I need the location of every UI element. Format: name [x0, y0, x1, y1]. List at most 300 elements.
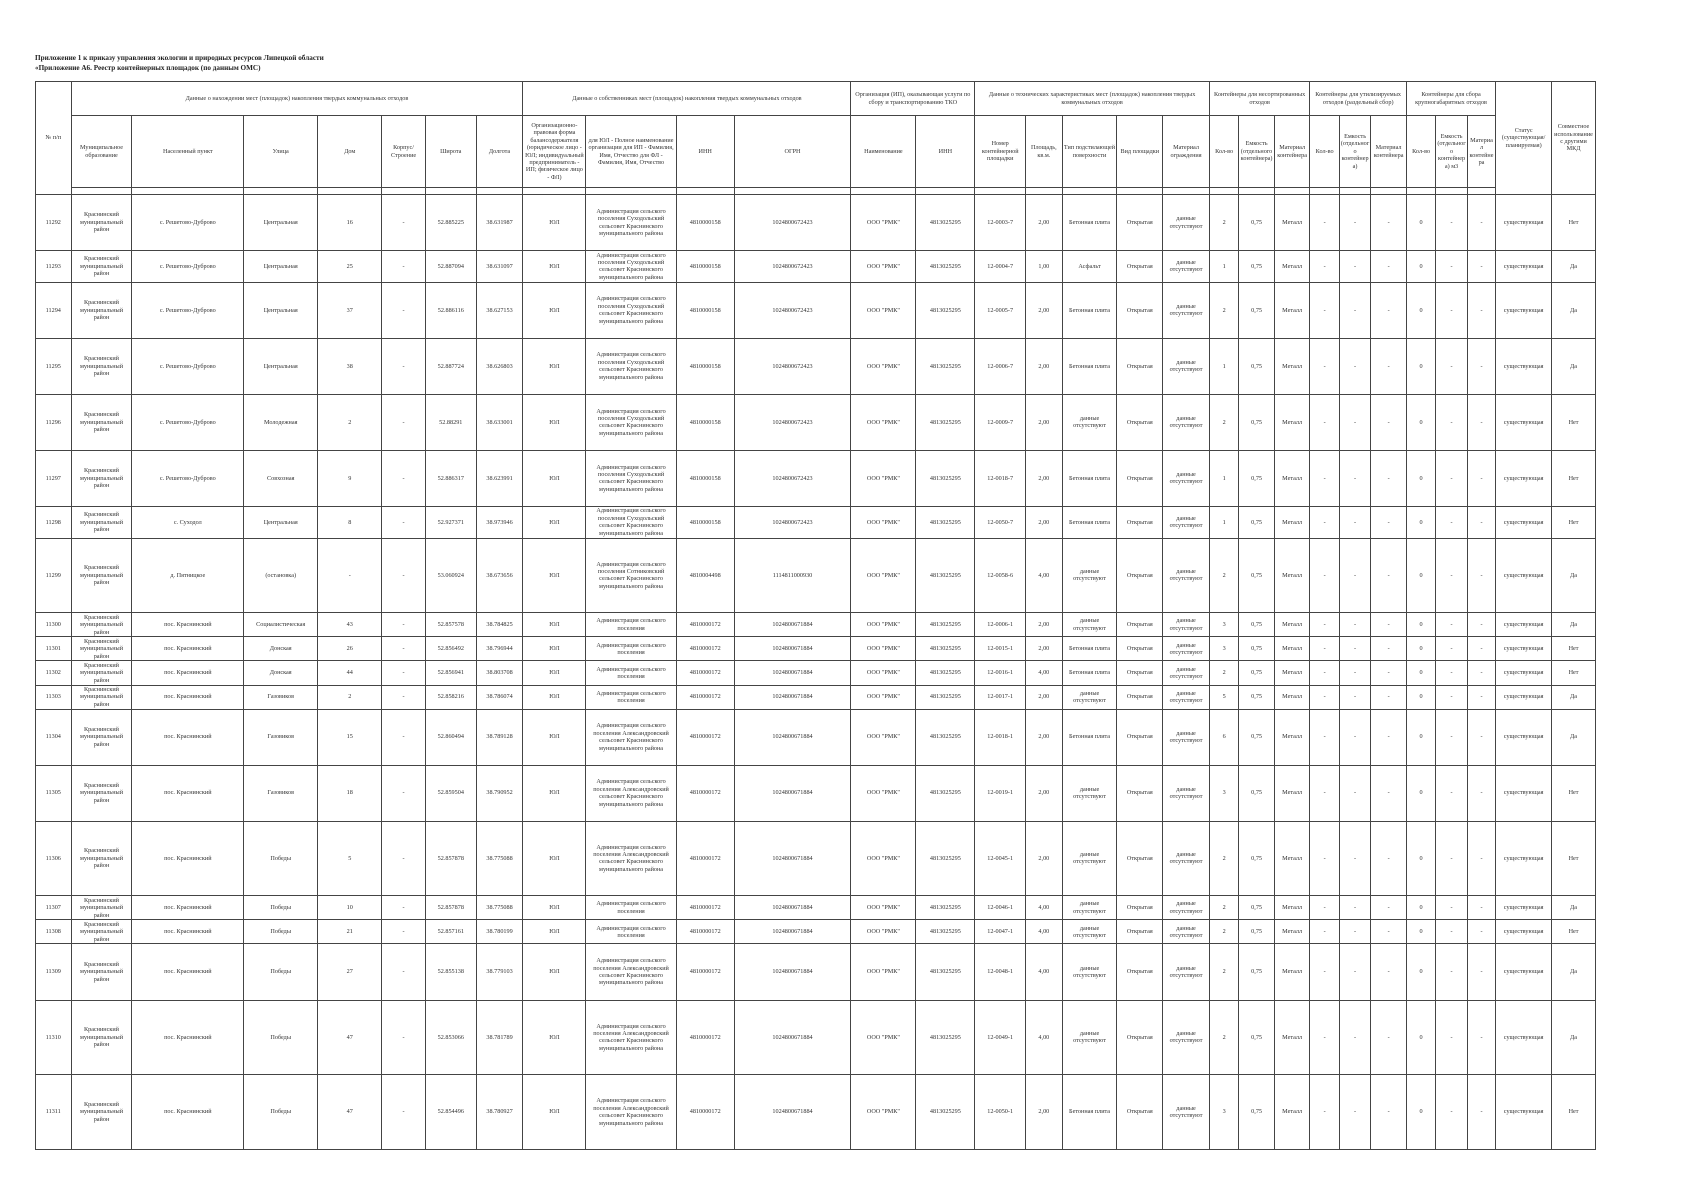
cell-recyclable-material: -: [1371, 920, 1407, 944]
cell-recyclable-material: -: [1371, 944, 1407, 1000]
cell-shared: Да: [1552, 251, 1596, 283]
cell-street: Победы: [244, 920, 318, 944]
cell-recyclable-qty: -: [1310, 506, 1339, 538]
cell-building: -: [382, 821, 426, 896]
cell-unsorted-material: Металл: [1274, 195, 1310, 251]
cell-lon: 38.781789: [476, 1000, 523, 1075]
cell-recyclable-qty: -: [1310, 613, 1339, 637]
cell-inn: 4810000172: [676, 1075, 734, 1150]
cell-legal-form: ЮЛ: [523, 613, 586, 637]
cell-recyclable-material: -: [1371, 613, 1407, 637]
title-line-1: Приложение 1 к приказу управления экологии и природных ресурсов Липецкой области: [35, 54, 324, 62]
cell-recyclable-material: -: [1371, 661, 1407, 685]
cell-inn: 4810000158: [676, 338, 734, 394]
cell-unsorted-volume: 0,75: [1239, 765, 1275, 821]
cell-status: существующая: [1496, 613, 1552, 637]
cell-operator-inn: 4813025295: [916, 538, 975, 613]
cell-recyclable-volume: -: [1339, 1075, 1370, 1150]
cell-unsorted-volume: 0,75: [1239, 506, 1275, 538]
cell-shared: Нет: [1552, 661, 1596, 685]
col-num: № п/п: [36, 82, 72, 195]
cell-recyclable-material: -: [1371, 195, 1407, 251]
cell-building: -: [382, 538, 426, 613]
cell-settlement: с. Решетово-Дуброво: [132, 450, 244, 506]
cell-lon: 38.790952: [476, 765, 523, 821]
col-operator-name: Наименование: [851, 116, 916, 188]
cell-recyclable-qty: -: [1310, 538, 1339, 613]
cell-unsorted-qty: 3: [1209, 765, 1238, 821]
cell-unsorted-qty: 2: [1209, 282, 1238, 338]
cell-area: 4,00: [1026, 661, 1063, 685]
cell-shared: Да: [1552, 896, 1596, 920]
table-row: [36, 896, 1596, 920]
cell-bulky-qty: 0: [1406, 538, 1435, 613]
cell-site-no: 12-0048-1: [975, 944, 1026, 1000]
cell-recyclable-volume: -: [1339, 506, 1370, 538]
cell-operator-inn: 4813025295: [916, 613, 975, 637]
cell-bulky-material: -: [1467, 765, 1495, 821]
cell-lat: 52.856941: [425, 661, 476, 685]
cell-bulky-material: -: [1467, 1075, 1495, 1150]
cell-num: 11293: [36, 251, 72, 283]
cell-unsorted-material: Металл: [1274, 394, 1310, 450]
table-row: [36, 282, 1596, 338]
cell-unsorted-material: Металл: [1274, 637, 1310, 661]
cell-site-no: 12-0005-7: [975, 282, 1026, 338]
cell-recyclable-volume: -: [1339, 282, 1370, 338]
cell-bulky-volume: -: [1436, 896, 1467, 920]
cell-unsorted-material: Металл: [1274, 282, 1310, 338]
cell-building: -: [382, 765, 426, 821]
cell-bulky-volume: -: [1436, 1000, 1467, 1075]
col-street: Улица: [244, 116, 318, 188]
cell-settlement: пос. Краснинский: [132, 613, 244, 637]
cell-bulky-material: -: [1467, 944, 1495, 1000]
cell-owner-name: Администрация сельского поселения Суходольский сельсовет Краснинского муниципального района: [586, 251, 676, 283]
cell-site-type: Открытая: [1117, 821, 1163, 896]
cell-legal-form: ЮЛ: [523, 506, 586, 538]
cell-recyclable-material: -: [1371, 538, 1407, 613]
cell-settlement: пос. Краснинский: [132, 896, 244, 920]
cell-site-no: 12-0009-7: [975, 394, 1026, 450]
cell-recyclable-material: -: [1371, 637, 1407, 661]
cell-shared: Нет: [1552, 821, 1596, 896]
cell-site-no: 12-0049-1: [975, 1000, 1026, 1075]
cell-municipality: Краснинский муниципальный район: [71, 613, 132, 637]
cell-house: 25: [318, 251, 382, 283]
cell-lon: 38.775088: [476, 821, 523, 896]
cell-operator-name: ООО "РМК": [851, 920, 916, 944]
cell-num: 11310: [36, 1000, 72, 1075]
cell-area: 2,00: [1026, 637, 1063, 661]
cell-bulky-qty: 0: [1406, 394, 1435, 450]
cell-status: существующая: [1496, 282, 1552, 338]
cell-fence: данные отсутствуют: [1163, 920, 1210, 944]
cell-owner-name: Администрация сельского поселения Суходольский сельсовет Краснинского муниципального района: [586, 506, 676, 538]
table-row: [36, 538, 1596, 613]
cell-operator-name: ООО "РМК": [851, 338, 916, 394]
cell-lat: 52.857878: [425, 821, 476, 896]
cell-recyclable-qty: -: [1310, 765, 1339, 821]
cell-recyclable-volume: -: [1339, 944, 1370, 1000]
cell-inn: 4810000172: [676, 637, 734, 661]
cell-street: Донская: [244, 637, 318, 661]
cell-inn: 4810000172: [676, 944, 734, 1000]
cell-recyclable-volume: -: [1339, 450, 1370, 506]
cell-bulky-material: -: [1467, 338, 1495, 394]
cell-operator-name: ООО "РМК": [851, 1000, 916, 1075]
cell-bulky-volume: -: [1436, 195, 1467, 251]
cell-fence: данные отсутствуют: [1163, 506, 1210, 538]
cell-operator-inn: 4813025295: [916, 338, 975, 394]
cell-legal-form: ЮЛ: [523, 637, 586, 661]
cell-unsorted-material: Металл: [1274, 338, 1310, 394]
cell-owner-name: Администрация сельского поселения Александровский сельсовет Краснинского муниципального района: [586, 765, 676, 821]
cell-owner-name: Администрация сельского поселения Александровский сельсовет Краснинского муниципального района: [586, 821, 676, 896]
cell-unsorted-volume: 0,75: [1239, 685, 1275, 709]
cell-site-type: Открытая: [1117, 661, 1163, 685]
cell-unsorted-volume: 0,75: [1239, 282, 1275, 338]
cell-unsorted-material: Металл: [1274, 613, 1310, 637]
cell-inn: 4810000172: [676, 821, 734, 896]
cell-recyclable-volume: -: [1339, 251, 1370, 283]
cell-legal-form: ЮЛ: [523, 251, 586, 283]
cell-building: -: [382, 920, 426, 944]
cell-num: 11294: [36, 282, 72, 338]
cell-shared: Нет: [1552, 195, 1596, 251]
header-column-row: [36, 116, 1596, 188]
cell-recyclable-volume: -: [1339, 709, 1370, 765]
cell-fence: данные отсутствуют: [1163, 338, 1210, 394]
cell-unsorted-material: Металл: [1274, 450, 1310, 506]
cell-municipality: Краснинский муниципальный район: [71, 765, 132, 821]
cell-bulky-volume: -: [1436, 538, 1467, 613]
cell-surface: Бетонная плита: [1062, 282, 1117, 338]
cell-ogrn: 1024800672423: [734, 282, 851, 338]
cell-surface: Бетонная плита: [1062, 709, 1117, 765]
table-row: [36, 637, 1596, 661]
cell-owner-name: Администрация сельского поселения Александровский сельсовет Краснинского муниципального района: [586, 944, 676, 1000]
cell-house: 38: [318, 338, 382, 394]
cell-operator-inn: 4813025295: [916, 1075, 975, 1150]
cell-fence: данные отсутствуют: [1163, 661, 1210, 685]
cell-operator-name: ООО "РМК": [851, 195, 916, 251]
cell-settlement: с. Решетово-Дуброво: [132, 282, 244, 338]
cell-surface: данные отсутствуют: [1062, 538, 1117, 613]
cell-municipality: Краснинский муниципальный район: [71, 251, 132, 283]
cell-municipality: Краснинский муниципальный район: [71, 661, 132, 685]
cell-bulky-volume: -: [1436, 944, 1467, 1000]
cell-unsorted-material: Металл: [1274, 1075, 1310, 1150]
cell-unsorted-qty: 2: [1209, 195, 1238, 251]
cell-operator-name: ООО "РМК": [851, 394, 916, 450]
cell-shared: Нет: [1552, 394, 1596, 450]
cell-house: 26: [318, 637, 382, 661]
cell-inn: 4810000172: [676, 920, 734, 944]
cell-ogrn: 1024800671884: [734, 896, 851, 920]
cell-lon: 38.786074: [476, 685, 523, 709]
cell-municipality: Краснинский муниципальный район: [71, 338, 132, 394]
cell-operator-inn: 4813025295: [916, 637, 975, 661]
cell-owner-name: Администрация сельского поселения Суходольский сельсовет Краснинского муниципального района: [586, 394, 676, 450]
cell-bulky-volume: -: [1436, 765, 1467, 821]
cell-operator-name: ООО "РМК": [851, 450, 916, 506]
cell-site-no: 12-0046-1: [975, 896, 1026, 920]
cell-settlement: пос. Краснинский: [132, 637, 244, 661]
cell-street: Победы: [244, 1000, 318, 1075]
cell-bulky-material: -: [1467, 685, 1495, 709]
header-group-row: [36, 82, 1596, 116]
cell-settlement: пос. Краснинский: [132, 661, 244, 685]
cell-settlement: пос. Краснинский: [132, 944, 244, 1000]
cell-legal-form: ЮЛ: [523, 896, 586, 920]
cell-site-no: 12-0015-1: [975, 637, 1026, 661]
cell-unsorted-material: Металл: [1274, 920, 1310, 944]
cell-house: -: [318, 538, 382, 613]
cell-site-no: 12-0016-1: [975, 661, 1026, 685]
cell-inn: 4810000158: [676, 394, 734, 450]
cell-operator-name: ООО "РМК": [851, 765, 916, 821]
cell-area: 2,00: [1026, 821, 1063, 896]
cell-legal-form: ЮЛ: [523, 338, 586, 394]
cell-ogrn: 1024800671884: [734, 685, 851, 709]
cell-owner-name: Администрация сельского поселения: [586, 896, 676, 920]
cell-recyclable-volume: -: [1339, 896, 1370, 920]
cell-operator-name: ООО "РМК": [851, 506, 916, 538]
col-recyclable-volume: Емкость (отдельного контейнера): [1339, 116, 1370, 188]
cell-site-no: 12-0006-1: [975, 613, 1026, 637]
cell-bulky-material: -: [1467, 506, 1495, 538]
cell-shared: Нет: [1552, 1075, 1596, 1150]
cell-fence: данные отсутствуют: [1163, 765, 1210, 821]
col-unsorted-qty: Кол-во: [1209, 116, 1238, 188]
cell-recyclable-qty: -: [1310, 282, 1339, 338]
cell-building: -: [382, 1000, 426, 1075]
cell-unsorted-material: Металл: [1274, 1000, 1310, 1075]
cell-lon: 38.784825: [476, 613, 523, 637]
table-row: [36, 765, 1596, 821]
cell-ogrn: 1024800672423: [734, 450, 851, 506]
cell-shared: Нет: [1552, 450, 1596, 506]
cell-area: 4,00: [1026, 944, 1063, 1000]
cell-lat: 52.887724: [425, 338, 476, 394]
cell-street: Центральная: [244, 506, 318, 538]
cell-unsorted-material: Металл: [1274, 506, 1310, 538]
cell-bulky-volume: -: [1436, 613, 1467, 637]
cell-settlement: пос. Краснинский: [132, 685, 244, 709]
cell-num: 11305: [36, 765, 72, 821]
document-title: [35, 53, 1035, 73]
cell-fence: данные отсутствуют: [1163, 282, 1210, 338]
table-row: [36, 195, 1596, 251]
cell-bulky-qty: 0: [1406, 506, 1435, 538]
cell-recyclable-qty: -: [1310, 821, 1339, 896]
cell-site-type: Открытая: [1117, 1000, 1163, 1075]
cell-inn: 4810000172: [676, 1000, 734, 1075]
cell-surface: Асфальт: [1062, 251, 1117, 283]
cell-lon: 38.633001: [476, 394, 523, 450]
cell-operator-name: ООО "РМК": [851, 538, 916, 613]
cell-inn: 4810000158: [676, 251, 734, 283]
cell-legal-form: ЮЛ: [523, 685, 586, 709]
cell-inn: 4810000172: [676, 613, 734, 637]
cell-operator-inn: 4813025295: [916, 944, 975, 1000]
cell-site-type: Открытая: [1117, 709, 1163, 765]
cell-operator-inn: 4813025295: [916, 394, 975, 450]
cell-settlement: пос. Краснинский: [132, 920, 244, 944]
cell-shared: Нет: [1552, 765, 1596, 821]
cell-unsorted-qty: 3: [1209, 1075, 1238, 1150]
cell-inn: 4810000172: [676, 661, 734, 685]
cell-operator-name: ООО "РМК": [851, 896, 916, 920]
cell-bulky-material: -: [1467, 1000, 1495, 1075]
cell-fence: данные отсутствуют: [1163, 637, 1210, 661]
cell-num: 11298: [36, 506, 72, 538]
cell-settlement: пос. Краснинский: [132, 709, 244, 765]
cell-site-no: 12-0045-1: [975, 821, 1026, 896]
col-site-type: Вид площадки: [1117, 116, 1163, 188]
cell-ogrn: 1024800671884: [734, 613, 851, 637]
cell-num: 11301: [36, 637, 72, 661]
cell-street: Победы: [244, 944, 318, 1000]
cell-recyclable-volume: -: [1339, 661, 1370, 685]
cell-operator-inn: 4813025295: [916, 821, 975, 896]
cell-site-type: Открытая: [1117, 450, 1163, 506]
cell-fence: данные отсутствуют: [1163, 821, 1210, 896]
cell-operator-inn: 4813025295: [916, 765, 975, 821]
col-house: Дом: [318, 116, 382, 188]
cell-unsorted-qty: 3: [1209, 637, 1238, 661]
cell-ogrn: 1024800671884: [734, 637, 851, 661]
cell-unsorted-qty: 1: [1209, 338, 1238, 394]
cell-recyclable-qty: -: [1310, 896, 1339, 920]
cell-operator-inn: 4813025295: [916, 685, 975, 709]
cell-unsorted-qty: 6: [1209, 709, 1238, 765]
cell-street: Центральная: [244, 251, 318, 283]
cell-operator-inn: 4813025295: [916, 282, 975, 338]
cell-ogrn: 1024800672423: [734, 195, 851, 251]
cell-shared: Да: [1552, 282, 1596, 338]
cell-site-no: 12-0018-1: [975, 709, 1026, 765]
cell-recyclable-qty: -: [1310, 338, 1339, 394]
col-lat: Широта: [425, 116, 476, 188]
cell-bulky-volume: -: [1436, 661, 1467, 685]
cell-street: Молодежная: [244, 394, 318, 450]
cell-shared: Да: [1552, 338, 1596, 394]
cell-area: 2,00: [1026, 338, 1063, 394]
cell-street: Центральная: [244, 195, 318, 251]
cell-street: Победы: [244, 821, 318, 896]
cell-building: -: [382, 613, 426, 637]
cell-unsorted-volume: 0,75: [1239, 637, 1275, 661]
cell-building: -: [382, 506, 426, 538]
cell-unsorted-volume: 0,75: [1239, 920, 1275, 944]
cell-building: -: [382, 1075, 426, 1150]
cell-bulky-volume: -: [1436, 821, 1467, 896]
cell-fence: данные отсутствуют: [1163, 709, 1210, 765]
cell-status: существующая: [1496, 538, 1552, 613]
cell-lat: 52.887094: [425, 251, 476, 283]
cell-legal-form: ЮЛ: [523, 450, 586, 506]
cell-unsorted-volume: 0,75: [1239, 896, 1275, 920]
cell-status: существующая: [1496, 195, 1552, 251]
cell-bulky-volume: -: [1436, 282, 1467, 338]
group-technical: Данные о технических характеристиках мест (площадок) накопления твердых коммунальных отходов: [975, 82, 1210, 116]
cell-shared: Да: [1552, 685, 1596, 709]
cell-legal-form: ЮЛ: [523, 821, 586, 896]
cell-surface: Бетонная плита: [1062, 338, 1117, 394]
cell-site-no: 12-0047-1: [975, 920, 1026, 944]
cell-operator-inn: 4813025295: [916, 709, 975, 765]
col-shared: Совместное использование с другими МКД: [1552, 82, 1596, 195]
cell-legal-form: ЮЛ: [523, 195, 586, 251]
cell-recyclable-material: -: [1371, 765, 1407, 821]
cell-operator-name: ООО "РМК": [851, 685, 916, 709]
cell-owner-name: Администрация сельского поселения Суходольский сельсовет Краснинского муниципального района: [586, 195, 676, 251]
cell-bulky-volume: -: [1436, 394, 1467, 450]
cell-house: 18: [318, 765, 382, 821]
cell-num: 11307: [36, 896, 72, 920]
cell-operator-inn: 4813025295: [916, 251, 975, 283]
cell-bulky-qty: 0: [1406, 896, 1435, 920]
table-row: [36, 613, 1596, 637]
cell-num: 11299: [36, 538, 72, 613]
cell-building: -: [382, 282, 426, 338]
cell-bulky-qty: 0: [1406, 251, 1435, 283]
cell-building: -: [382, 661, 426, 685]
cell-unsorted-material: Металл: [1274, 661, 1310, 685]
cell-recyclable-material: -: [1371, 685, 1407, 709]
cell-inn: 4810000158: [676, 450, 734, 506]
cell-surface: данные отсутствуют: [1062, 1000, 1117, 1075]
cell-operator-inn: 4813025295: [916, 661, 975, 685]
cell-area: 4,00: [1026, 538, 1063, 613]
cell-surface: данные отсутствуют: [1062, 821, 1117, 896]
cell-building: -: [382, 195, 426, 251]
cell-recyclable-qty: -: [1310, 920, 1339, 944]
cell-legal-form: ЮЛ: [523, 944, 586, 1000]
cell-status: существующая: [1496, 944, 1552, 1000]
cell-lat: 52.88291: [425, 394, 476, 450]
cell-ogrn: 1024800672423: [734, 251, 851, 283]
cell-street: Социалистическая: [244, 613, 318, 637]
cell-municipality: Краснинский муниципальный район: [71, 920, 132, 944]
cell-house: 9: [318, 450, 382, 506]
col-fence: Материал ограждения: [1163, 116, 1210, 188]
cell-status: существующая: [1496, 709, 1552, 765]
group-owner: Данные о собственниках мест (площадок) накопления твердых коммунальных отходов: [523, 82, 851, 116]
cell-shared: Нет: [1552, 637, 1596, 661]
cell-bulky-volume: -: [1436, 251, 1467, 283]
cell-area: 2,00: [1026, 685, 1063, 709]
cell-bulky-qty: 0: [1406, 821, 1435, 896]
cell-settlement: пос. Краснинский: [132, 1075, 244, 1150]
cell-unsorted-volume: 0,75: [1239, 944, 1275, 1000]
cell-lon: 38.775088: [476, 896, 523, 920]
cell-site-type: Открытая: [1117, 1075, 1163, 1150]
container-sites-table: [35, 81, 1596, 1150]
group-unsorted: Контейнеры для несортированных отходов: [1209, 82, 1310, 116]
cell-legal-form: ЮЛ: [523, 765, 586, 821]
cell-house: 47: [318, 1075, 382, 1150]
cell-area: 2,00: [1026, 282, 1063, 338]
cell-site-type: Открытая: [1117, 338, 1163, 394]
cell-surface: данные отсутствуют: [1062, 944, 1117, 1000]
cell-area: 2,00: [1026, 394, 1063, 450]
cell-surface: Бетонная плита: [1062, 506, 1117, 538]
cell-status: существующая: [1496, 661, 1552, 685]
cell-legal-form: ЮЛ: [523, 394, 586, 450]
